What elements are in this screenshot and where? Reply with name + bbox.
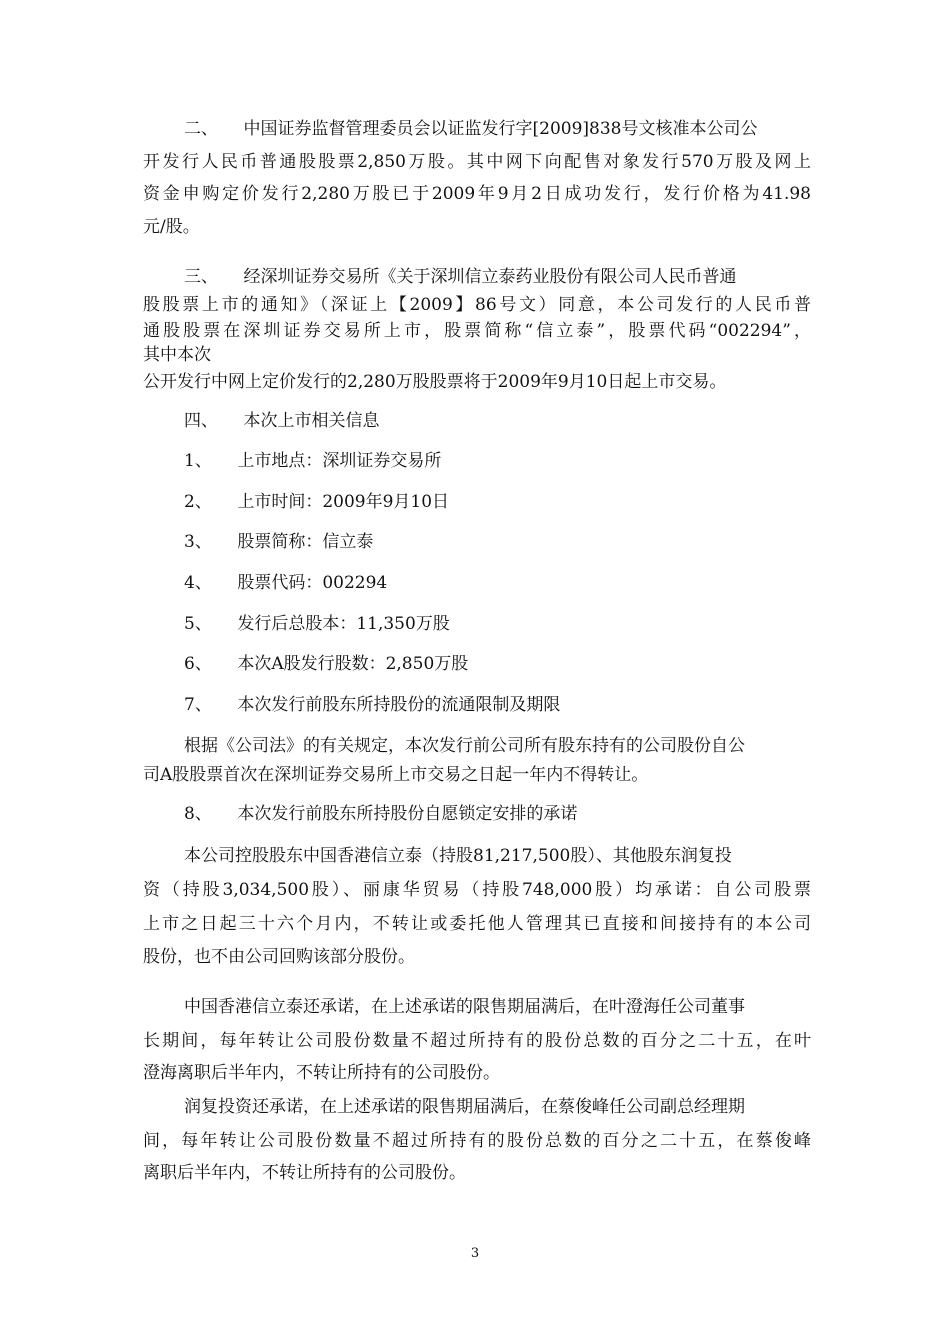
page-number: 3 <box>470 1246 480 1261</box>
paragraph-8c-line: 间，每年转让公司股份数量不超过所持有的股份总数的百分之二十五，在蔡俊峰 <box>143 1131 811 1151</box>
listing-item: 5、 发行后总股本：11,350万股 <box>184 614 450 634</box>
paragraph-3-line: 其中本次 <box>143 345 211 365</box>
paragraph-8c-line: 离职后半年内，不转让所持有的公司股份。 <box>143 1163 466 1183</box>
paragraph-2-line: 元/股。 <box>143 217 200 237</box>
paragraph-8a-line: 股份，也不由公司回购该部分股份。 <box>143 947 415 967</box>
paragraph-2-line: 二、 中国证券监督管理委员会以证监发行字[2009]838号文核准本公司公 <box>184 119 758 139</box>
paragraph-8b-line: 中国香港信立泰还承诺，在上述承诺的限售期届满后，在叶澄海任公司董事 <box>184 997 745 1017</box>
listing-item: 7、 本次发行前股东所持股份的流通限制及期限 <box>184 695 561 715</box>
paragraph-2-line: 资金申购定价发行2,280万股已于2009年9月2日成功发行，发行价格为41.98 <box>143 184 811 204</box>
paragraph-3-line: 公开发行中网上定价发行的2,280万股股票将于2009年9月10日起上市交易。 <box>143 372 727 392</box>
paragraph-3-line: 三、 经深圳证券交易所《关于深圳信立泰药业股份有限公司人民币普通 <box>184 267 737 287</box>
section-4-heading: 四、 本次上市相关信息 <box>184 411 380 431</box>
paragraph-8b-line: 澄海离职后半年内，不转让所持有的公司股份。 <box>143 1063 500 1083</box>
paragraph-8a-line: 资（持股3,034,500股）、丽康华贸易（持股748,000股）均承诺：自公司股票 <box>143 880 811 900</box>
paragraph-8b-line: 长期间，每年转让公司股份数量不超过所持有的股份总数的百分之二十五，在叶 <box>143 1031 811 1051</box>
paragraph-3-line: 股股票上市的通知》（深证上【2009】86号文）同意，本公司发行的人民币普 <box>143 295 811 315</box>
paragraph-3-line: 通股股票在深圳证券交易所上市，股票简称“信立泰”，股票代码“002294”， <box>143 321 811 341</box>
item-8-heading: 8、 本次发行前股东所持股份自愿锁定安排的承诺 <box>184 804 578 824</box>
paragraph-2-line: 开发行人民币普通股股票2,850万股。其中网下向配售对象发行570万股及网上 <box>143 152 811 172</box>
listing-item: 1、 上市地点：深圳证券交易所 <box>184 451 442 471</box>
paragraph-8c-line: 润复投资还承诺，在上述承诺的限售期届满后，在蔡俊峰任公司副总经理期 <box>184 1097 745 1117</box>
paragraph-8a-line: 上市之日起三十六个月内，不转让或委托他人管理其已直接和间接持有的本公司 <box>143 914 811 934</box>
paragraph-8a-line: 本公司控股股东中国香港信立泰（持股81,217,500股）、其他股东润复投 <box>184 846 732 866</box>
listing-item: 3、 股票简称：信立泰 <box>184 532 374 552</box>
listing-item: 6、 本次A股发行股数：2,850万股 <box>184 654 469 674</box>
paragraph-7-line: 根据《公司法》的有关规定，本次发行前公司所有股东持有的公司股份自公 <box>184 736 745 756</box>
paragraph-7-line: 司A股股票首次在深圳证券交易所上市交易之日起一年内不得转让。 <box>143 765 649 785</box>
listing-item: 2、 上市时间：2009年9月10日 <box>184 492 450 512</box>
listing-item: 4、 股票代码：002294 <box>184 573 388 593</box>
